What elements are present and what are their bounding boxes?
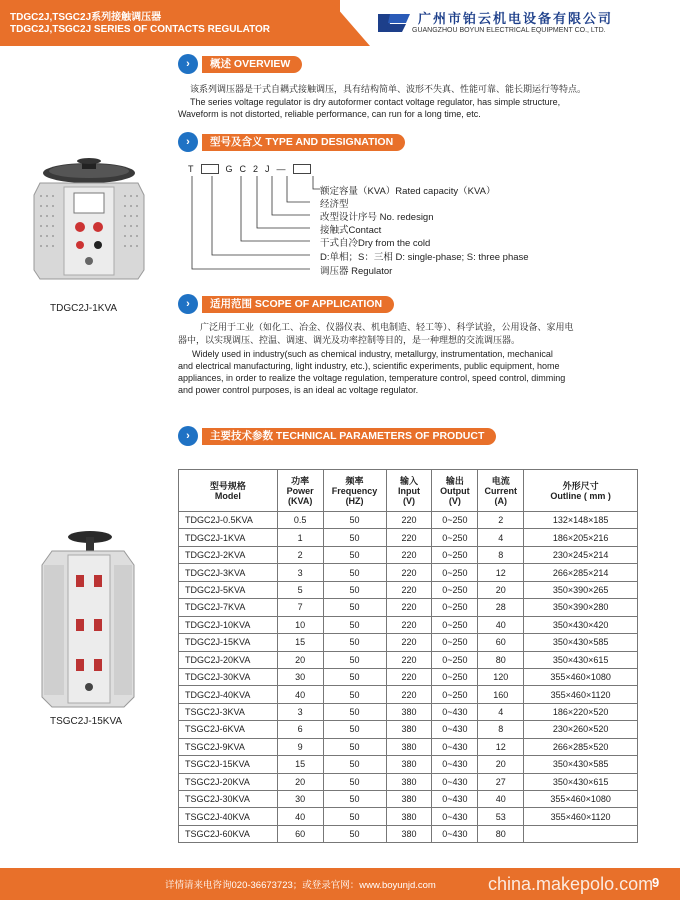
cell-frequency: 50	[323, 825, 386, 842]
cell-output: 0~430	[432, 808, 478, 825]
cell-current: 27	[478, 773, 524, 790]
cell-model: TDGC2J-1KVA	[179, 529, 278, 546]
chevron-right-icon: ›	[178, 426, 198, 446]
cell-model: TSGC2J-20KVA	[179, 773, 278, 790]
cell-frequency: 50	[323, 564, 386, 581]
cell-input: 220	[386, 512, 432, 529]
table-row	[179, 825, 638, 842]
application-text-en-4: and power control purposes, is an ideal ac voltage regulator.	[178, 385, 419, 395]
application-text-en-2: and electrical manufacturing, light industry, etc.), scientific experiments, public equipment, home	[178, 361, 560, 371]
cell-power: 3	[277, 703, 323, 720]
cell-power: 60	[277, 825, 323, 842]
cell-power: 1	[277, 529, 323, 546]
cell-output: 0~430	[432, 756, 478, 773]
application-text-en-1: Widely used in industry(such as chemical industry, metallurgy, instrumentation, mechanical	[192, 349, 553, 359]
cell-power: 40	[277, 808, 323, 825]
cell-power: 2	[277, 546, 323, 563]
table-row	[179, 668, 638, 685]
cell-frequency: 50	[323, 599, 386, 616]
cell-current: 120	[478, 668, 524, 685]
cell-model: TDGC2J-0.5KVA	[179, 512, 278, 529]
column-header-output: 输出 Output (V)	[432, 470, 478, 512]
designation-diagram	[178, 158, 578, 278]
cell-power: 40	[277, 686, 323, 703]
chevron-right-icon: ›	[178, 294, 198, 314]
cell-current: 20	[478, 756, 524, 773]
cell-input: 220	[386, 599, 432, 616]
table-row	[179, 791, 638, 808]
cell-output: 0~250	[432, 512, 478, 529]
cell-outline: 350×430×585	[524, 634, 638, 651]
cell-model: TSGC2J-15KVA	[179, 756, 278, 773]
technical-section-header	[178, 426, 496, 446]
cell-output: 0~250	[432, 599, 478, 616]
designation-label-regulator: 调压器 Regulator	[320, 266, 393, 277]
cell-output: 0~430	[432, 721, 478, 738]
tdgc2j-product-photo	[30, 155, 148, 285]
application-text-cn-2: 器中，以实现调压、控温、调速、调光及功率控制等目的，是一种理想的交流调压器。	[178, 335, 521, 345]
company-name-cn: 广州市铂云机电设备有限公司	[418, 12, 614, 27]
table-row	[179, 546, 638, 563]
overview-section-header	[178, 54, 302, 74]
cell-frequency: 50	[323, 512, 386, 529]
page-number: 9	[652, 875, 660, 890]
cell-outline: 350×430×615	[524, 651, 638, 668]
technical-heading: 主要技术参数 TECHNICAL PARAMETERS OF PRODUCT	[202, 428, 496, 445]
cell-frequency: 50	[323, 581, 386, 598]
cell-input: 220	[386, 651, 432, 668]
cell-model: TSGC2J-3KVA	[179, 703, 278, 720]
code-letter: J	[265, 164, 270, 174]
cell-input: 380	[386, 808, 432, 825]
cell-current: 12	[478, 564, 524, 581]
cell-input: 220	[386, 564, 432, 581]
cell-frequency: 50	[323, 703, 386, 720]
cell-frequency: 50	[323, 546, 386, 563]
code-dash: —	[276, 164, 286, 174]
cell-frequency: 50	[323, 668, 386, 685]
cell-model: TSGC2J-9KVA	[179, 738, 278, 755]
header-wedge	[330, 0, 370, 46]
cell-current: 80	[478, 651, 524, 668]
cell-current: 40	[478, 791, 524, 808]
table-row	[179, 512, 638, 529]
cell-input: 220	[386, 686, 432, 703]
cell-outline: 350×430×585	[524, 756, 638, 773]
table-body	[179, 512, 638, 843]
table-header-row	[179, 470, 638, 512]
cell-outline: 350×390×265	[524, 581, 638, 598]
technical-parameters-table	[178, 469, 638, 843]
application-section-header	[178, 294, 394, 314]
table-row	[179, 703, 638, 720]
overview-text-en-1: The series voltage regulator is dry autoformer contact voltage regulator, has simple structure,	[190, 97, 561, 107]
cell-input: 380	[386, 773, 432, 790]
cell-output: 0~250	[432, 581, 478, 598]
cell-current: 8	[478, 546, 524, 563]
code-letter: C	[239, 164, 247, 174]
cell-power: 9	[277, 738, 323, 755]
cell-frequency: 50	[323, 756, 386, 773]
cell-model: TDGC2J-15KVA	[179, 634, 278, 651]
designation-label-economy: 经济型	[320, 199, 349, 210]
cell-outline: 355×460×1080	[524, 668, 638, 685]
boyun-logo-icon	[376, 10, 412, 36]
cell-current: 2	[478, 512, 524, 529]
cell-model: TDGC2J-2KVA	[179, 546, 278, 563]
cell-output: 0~430	[432, 825, 478, 842]
cell-outline: 266×285×214	[524, 564, 638, 581]
cell-power: 3	[277, 564, 323, 581]
cell-input: 380	[386, 756, 432, 773]
cell-outline: 230×260×520	[524, 721, 638, 738]
cell-output: 0~250	[432, 546, 478, 563]
table-row	[179, 651, 638, 668]
cell-output: 0~430	[432, 791, 478, 808]
cell-frequency: 50	[323, 529, 386, 546]
cell-current: 60	[478, 634, 524, 651]
application-text-cn-1: 广泛用于工业（如化工、冶金、仪器仪表、机电制造、轻工等）、科学试验，公用设备、家用电	[200, 322, 574, 332]
cell-model: TDGC2J-10KVA	[179, 616, 278, 633]
table-row	[179, 808, 638, 825]
cell-input: 220	[386, 546, 432, 563]
cell-outline: 266×285×520	[524, 738, 638, 755]
cell-power: 15	[277, 634, 323, 651]
cell-input: 380	[386, 703, 432, 720]
cell-power: 20	[277, 773, 323, 790]
chevron-right-icon: ›	[178, 132, 198, 152]
column-header-frequency: 频率 Frequency (HZ)	[323, 470, 386, 512]
table-row	[179, 686, 638, 703]
table-row	[179, 721, 638, 738]
cell-outline: 355×460×1120	[524, 808, 638, 825]
cell-input: 380	[386, 825, 432, 842]
cell-input: 220	[386, 634, 432, 651]
cell-output: 0~430	[432, 773, 478, 790]
company-name-en: GUANGZHOU BOYUN ELECTRICAL EQUIPMENT CO., LTD.	[412, 27, 606, 34]
cell-power: 6	[277, 721, 323, 738]
cell-model: TDGC2J-7KVA	[179, 599, 278, 616]
cell-power: 30	[277, 668, 323, 685]
cell-model: TDGC2J-30KVA	[179, 668, 278, 685]
cell-output: 0~250	[432, 564, 478, 581]
cell-model: TSGC2J-30KVA	[179, 791, 278, 808]
cell-outline	[524, 825, 638, 842]
top-photo-caption: TDGC2J-1KVA	[50, 303, 118, 314]
cell-model: TDGC2J-3KVA	[179, 564, 278, 581]
cell-frequency: 50	[323, 634, 386, 651]
cell-current: 4	[478, 703, 524, 720]
designation-label-dry: 干式自冷Dry from the cold	[320, 238, 431, 249]
table-row	[179, 529, 638, 546]
cell-frequency: 50	[323, 808, 386, 825]
table-row	[179, 773, 638, 790]
overview-text-en-2: Waveform is not distorted, reliable performance, can run for a long time, etc.	[178, 109, 481, 119]
cell-outline: 350×390×280	[524, 599, 638, 616]
table-row	[179, 738, 638, 755]
bottom-photo-caption: TSGC2J-15KVA	[50, 716, 123, 727]
cell-power: 7	[277, 599, 323, 616]
cell-output: 0~430	[432, 738, 478, 755]
designation-section-header	[178, 132, 405, 152]
cell-model: TDGC2J-40KVA	[179, 686, 278, 703]
designation-label-phase: D:单相；S：三相 D: single-phase; S: three phase	[320, 252, 529, 263]
code-letter: 2	[253, 164, 259, 174]
cell-current: 12	[478, 738, 524, 755]
table-row	[179, 581, 638, 598]
cell-outline: 186×220×520	[524, 703, 638, 720]
cell-frequency: 50	[323, 791, 386, 808]
cell-model: TSGC2J-60KVA	[179, 825, 278, 842]
code-letter: G	[225, 164, 233, 174]
table-row	[179, 756, 638, 773]
column-header-power: 功率 Power (KVA)	[277, 470, 323, 512]
code-letter: T	[188, 164, 194, 174]
cell-outline: 355×460×1120	[524, 686, 638, 703]
cell-input: 220	[386, 668, 432, 685]
tsgc2j-product-photo	[38, 525, 136, 710]
table-row	[179, 599, 638, 616]
cell-model: TDGC2J-20KVA	[179, 651, 278, 668]
cell-power: 30	[277, 791, 323, 808]
cell-current: 4	[478, 529, 524, 546]
cell-current: 28	[478, 599, 524, 616]
designation-label-capacity: 额定容量（KVA）Rated capacity（KVA）	[320, 186, 496, 197]
header-band	[0, 0, 340, 46]
cell-output: 0~250	[432, 634, 478, 651]
cell-model: TSGC2J-40KVA	[179, 808, 278, 825]
cell-outline: 350×430×615	[524, 773, 638, 790]
overview-text-cn: 该系列调压器是干式自耦式接触调压，具有结构简单、波形不失真、性能可靠、能长期运行等特点。	[190, 84, 587, 94]
cell-outline: 132×148×185	[524, 512, 638, 529]
header-title-cn: TDGC2J,TSGC2J系列接触调压器	[10, 12, 162, 23]
application-text-en-3: appliances, in order to realize the voltage regulation, temperature control, speed control, dimming	[178, 373, 566, 383]
column-header-current: 电流 Current (A)	[478, 470, 524, 512]
cell-input: 220	[386, 616, 432, 633]
cell-output: 0~250	[432, 529, 478, 546]
cell-power: 15	[277, 756, 323, 773]
cell-frequency: 50	[323, 651, 386, 668]
cell-frequency: 50	[323, 686, 386, 703]
cell-current: 80	[478, 825, 524, 842]
cell-power: 5	[277, 581, 323, 598]
header-title-en: TDGC2J,TSGC2J SERIES OF CONTACTS REGULATOR	[10, 24, 271, 35]
cell-model: TSGC2J-6KVA	[179, 721, 278, 738]
cell-input: 220	[386, 529, 432, 546]
cell-outline: 230×245×214	[524, 546, 638, 563]
cell-outline: 355×460×1080	[524, 791, 638, 808]
chevron-right-icon: ›	[178, 54, 198, 74]
cell-output: 0~250	[432, 668, 478, 685]
cell-frequency: 50	[323, 616, 386, 633]
cell-frequency: 50	[323, 721, 386, 738]
cell-current: 40	[478, 616, 524, 633]
table-row	[179, 564, 638, 581]
footer-contact: 详情请来电咨询020-36673723；或登录官网：www.boyunjd.com	[165, 880, 436, 891]
cell-power: 0.5	[277, 512, 323, 529]
cell-frequency: 50	[323, 773, 386, 790]
cell-current: 20	[478, 581, 524, 598]
cell-input: 380	[386, 791, 432, 808]
cell-current: 53	[478, 808, 524, 825]
application-heading: 适用范围 SCOPE OF APPLICATION	[202, 296, 394, 313]
cell-output: 0~430	[432, 703, 478, 720]
cell-power: 20	[277, 651, 323, 668]
cell-output: 0~250	[432, 616, 478, 633]
watermark: china.makepolo.com	[488, 874, 654, 894]
overview-heading: 概述 OVERVIEW	[202, 56, 302, 73]
column-header-input: 输入 Input (V)	[386, 470, 432, 512]
cell-outline: 186×205×216	[524, 529, 638, 546]
designation-label-redesign: 改型设计序号 No. redesign	[320, 212, 434, 223]
cell-input: 380	[386, 721, 432, 738]
cell-model: TDGC2J-5KVA	[179, 581, 278, 598]
cell-output: 0~250	[432, 686, 478, 703]
cell-output: 0~250	[432, 651, 478, 668]
cell-current: 160	[478, 686, 524, 703]
cell-current: 8	[478, 721, 524, 738]
cell-power: 10	[277, 616, 323, 633]
designation-label-contact: 接触式Contact	[320, 225, 382, 236]
cell-input: 380	[386, 738, 432, 755]
cell-input: 220	[386, 581, 432, 598]
cell-outline: 350×430×420	[524, 616, 638, 633]
designation-heading: 型号及含义 TYPE AND DESIGNATION	[202, 134, 405, 151]
column-header-model: 型号规格 Model	[179, 470, 278, 512]
column-header-outline: 外形尺寸 Outline ( mm )	[524, 470, 638, 512]
table-row	[179, 616, 638, 633]
table-row	[179, 634, 638, 651]
cell-frequency: 50	[323, 738, 386, 755]
